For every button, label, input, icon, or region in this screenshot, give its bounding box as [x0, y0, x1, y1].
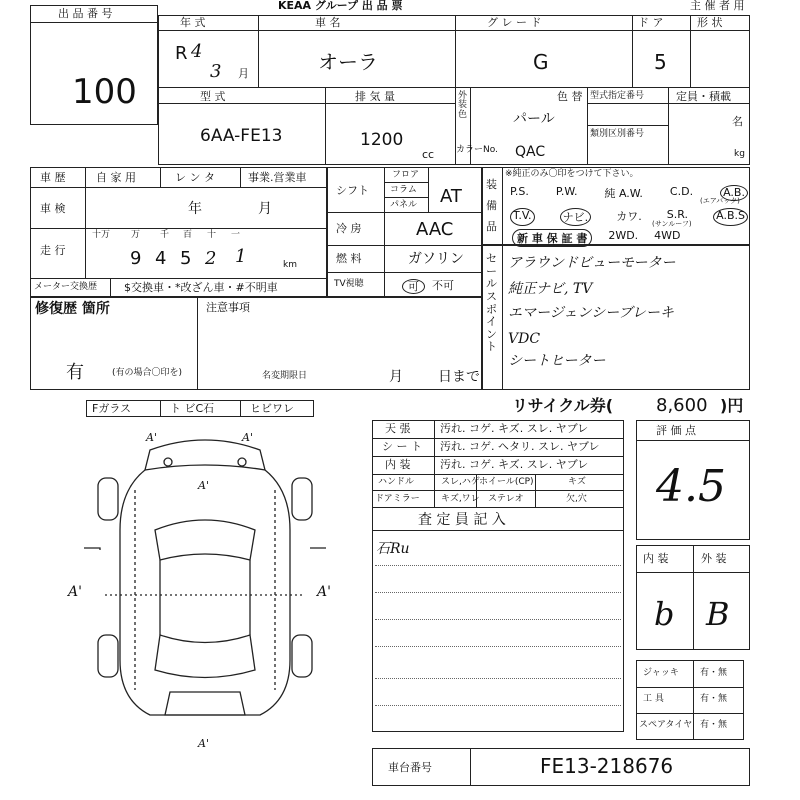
model-name: オーラ: [318, 50, 378, 74]
steering-options: スレ,ハゲ: [441, 477, 480, 487]
grade-value: G: [533, 50, 549, 74]
stereo-options: 欠,穴: [566, 494, 587, 504]
model-code-label: 型 式: [200, 90, 226, 103]
inspector-label: 査 定 員 記 入: [418, 512, 506, 528]
equip-aw: 純 A.W.: [604, 187, 643, 200]
wheel-label: ホイール(CP): [479, 477, 534, 487]
tools-label: 工 具: [643, 694, 664, 704]
seat-label: シ ー ト: [382, 440, 422, 453]
color-change-label: 色 替: [557, 90, 583, 103]
equip-leather: カワ.: [616, 210, 642, 223]
mileage-label: 走 行: [40, 244, 66, 257]
fuel-label: 燃 料: [336, 252, 362, 265]
model-name-label: 車 名: [315, 16, 341, 29]
shift-column: コラム: [390, 185, 417, 195]
inspection-month-unit: 月: [258, 201, 272, 217]
year-value: 4: [191, 41, 203, 62]
mileage-digit: 5: [180, 248, 192, 269]
meter-exchange-label: メーター交換歴: [34, 282, 98, 292]
mileage-digit-label: 一: [231, 230, 241, 240]
repair-value: 有: [66, 362, 84, 383]
deadline-day: 日まで: [438, 369, 480, 385]
history-rental: レ ン タ: [175, 171, 215, 184]
month-value: 3: [210, 61, 222, 82]
inspector-entry: 石Ru: [376, 541, 410, 557]
inspection-label: 車 検: [40, 202, 66, 215]
mileage-digit-label: 万: [131, 230, 141, 240]
recycle-label: リサイクル券(: [512, 396, 614, 415]
equip-2wd: 2WD.: [608, 229, 639, 242]
tools-value: 有・無: [700, 694, 728, 704]
capacity-kg-unit: kg: [734, 149, 745, 159]
displacement-value: 1200: [360, 130, 404, 150]
displacement-label: 排 気 量: [355, 90, 395, 103]
sales-point: アラウンドビューモーター: [508, 255, 676, 271]
equip-cd: C.D.: [669, 185, 694, 198]
aircon-label: 冷 房: [336, 222, 362, 235]
displacement-unit: cc: [422, 148, 435, 161]
doors-label: ド ア: [638, 16, 664, 29]
equip-pw: P.W.: [555, 185, 578, 198]
repair-hint: (有の場合〇印を): [112, 368, 183, 378]
mileage-unit: km: [283, 260, 297, 270]
damage-mark: A': [146, 431, 157, 444]
recycle-suffix: )円: [720, 396, 744, 415]
interior-grade-label: 内 装: [643, 552, 669, 565]
history-private: 自 家 用: [96, 171, 136, 184]
mirror-label: ドアミラー: [375, 494, 420, 504]
category-label: 類別区別番号: [590, 129, 645, 139]
damage-mark: A': [198, 737, 209, 750]
interior-label: 内 装: [385, 458, 411, 471]
grade-label: グ レ ー ド: [487, 16, 542, 29]
inspection-year-unit: 年: [188, 201, 202, 217]
jack-value: 有・無: [700, 668, 728, 678]
damage-mark: A': [242, 431, 253, 444]
color-no-label: カラーNo.: [456, 145, 498, 155]
deadline-label: 名変期限日: [262, 371, 308, 381]
exterior-color: パール: [513, 111, 555, 127]
year-label: 年 式: [180, 16, 206, 29]
shift-label: シフト: [336, 184, 369, 197]
lot-number: 100: [72, 72, 137, 112]
equipment-side-label: 装備品: [486, 178, 497, 233]
month-unit: 月: [238, 67, 249, 80]
spare-value: 有・無: [700, 720, 728, 730]
sales-points-label: セールスポイント: [486, 252, 497, 354]
equipment-row-2: [510, 208, 748, 226]
ceiling-label: 天 張: [385, 422, 411, 435]
shift-value: AT: [440, 186, 462, 207]
deadline-month: 月: [389, 369, 403, 385]
ceiling-options: 汚れ. コゲ. キズ. スレ. ヤブレ: [440, 422, 589, 435]
model-code: 6AA-FE13: [200, 126, 283, 146]
shift-floor: フロア: [392, 170, 420, 180]
mileage-digit-label: 百: [183, 230, 193, 240]
capacity-label: 定員・積載: [676, 90, 731, 103]
steering-label: ハンドル: [378, 477, 415, 487]
score-value: 4.5: [656, 461, 726, 512]
fuel-value: ガソリン: [408, 251, 464, 267]
body-shape-label: 形 状: [697, 16, 723, 29]
glass-chip: ト ビC石: [170, 402, 215, 415]
mileage-digit: 2: [205, 248, 217, 269]
doors-value: 5: [654, 50, 667, 74]
equip-warranty: 新 車 保 証 書: [512, 229, 592, 247]
year-era: R: [175, 43, 188, 64]
recycle-value: 8,600: [656, 395, 708, 416]
score-label: 評 価 点: [656, 424, 696, 437]
chassis-label: 車台番号: [388, 761, 432, 774]
repair-label: 修復歴 箇所: [35, 301, 110, 317]
equip-sunroof-note: (サンルーフ): [652, 220, 692, 228]
chassis-number: FE13-218676: [540, 754, 674, 778]
sheet-title: KEAA グループ 出 品 票: [278, 0, 403, 12]
seat-options: 汚れ. コゲ. ヘタリ. スレ. ヤブレ: [440, 440, 600, 453]
meter-exchange-options: $交換車・*改ざん車・#不明車: [124, 281, 278, 294]
aircon-value: AAC: [416, 219, 454, 240]
exterior-side-label: 外装色: [458, 91, 468, 120]
color-code: QAC: [515, 144, 546, 160]
history-label: 車 歴: [40, 171, 66, 184]
wheel-options: キズ: [568, 477, 586, 487]
glass-crack: ヒビワレ: [250, 402, 294, 415]
car-damage-diagram: [80, 430, 330, 730]
equipment-note: ※純正のみ〇印をつけて下さい。: [505, 169, 639, 179]
equip-abs: A.B.S: [713, 208, 748, 226]
type-spec-label: 型式指定番号: [590, 91, 645, 101]
capacity-person-unit: 名: [732, 115, 743, 128]
equip-sr: S.R.: [666, 208, 689, 221]
equip-airbag-note: (エアバック): [700, 197, 740, 205]
sales-point: シートヒーター: [508, 353, 606, 369]
equip-navi: ナビ.: [560, 208, 592, 226]
damage-mark: A': [198, 479, 209, 492]
mileage-digit: 4: [155, 248, 167, 269]
exterior-grade: B: [706, 595, 730, 633]
mileage-digit: 9: [130, 248, 142, 269]
tv-yes: 可: [402, 279, 425, 294]
sales-point: 純正ナビ, TV: [508, 281, 593, 297]
exterior-grade-label: 外 装: [701, 552, 727, 565]
jack-label: ジャッキ: [643, 668, 679, 678]
equip-4wd: 4WD: [654, 229, 681, 242]
equip-tv: T.V.: [510, 208, 535, 226]
notes-label: 注意事項: [206, 301, 250, 314]
mileage-digit-label: 十万: [92, 230, 111, 240]
sales-point: エマージェンシーブレーキ: [508, 305, 674, 321]
history-business: 事業.営業車: [248, 171, 307, 184]
spare-label: スペアタイヤ: [639, 720, 693, 730]
stereo-label: ステレオ: [488, 494, 524, 504]
shift-panel: パネル: [390, 200, 418, 210]
mirror-options: キズ,ワレ: [441, 494, 480, 504]
interior-options: 汚れ. コゲ. キズ. スレ. ヤブレ: [440, 458, 589, 471]
damage-mark: A': [317, 584, 331, 600]
equip-ab: A.B.: [720, 185, 748, 201]
mileage-digit: 1: [235, 246, 247, 267]
glass-front: Fガラス: [92, 402, 131, 415]
lot-label: 出 品 番 号: [58, 7, 113, 20]
interior-grade: b: [654, 595, 675, 633]
organizer-label: 主 催 者 用: [690, 0, 745, 12]
sales-point: VDC: [508, 331, 541, 347]
mileage-digit-label: 千: [160, 230, 170, 240]
mileage-digit-label: 十: [207, 230, 217, 240]
equip-ps: P.S.: [510, 185, 529, 198]
tv-label: TV視聴: [334, 279, 364, 289]
tv-no: 不可: [432, 279, 454, 292]
damage-mark: A': [68, 584, 82, 600]
